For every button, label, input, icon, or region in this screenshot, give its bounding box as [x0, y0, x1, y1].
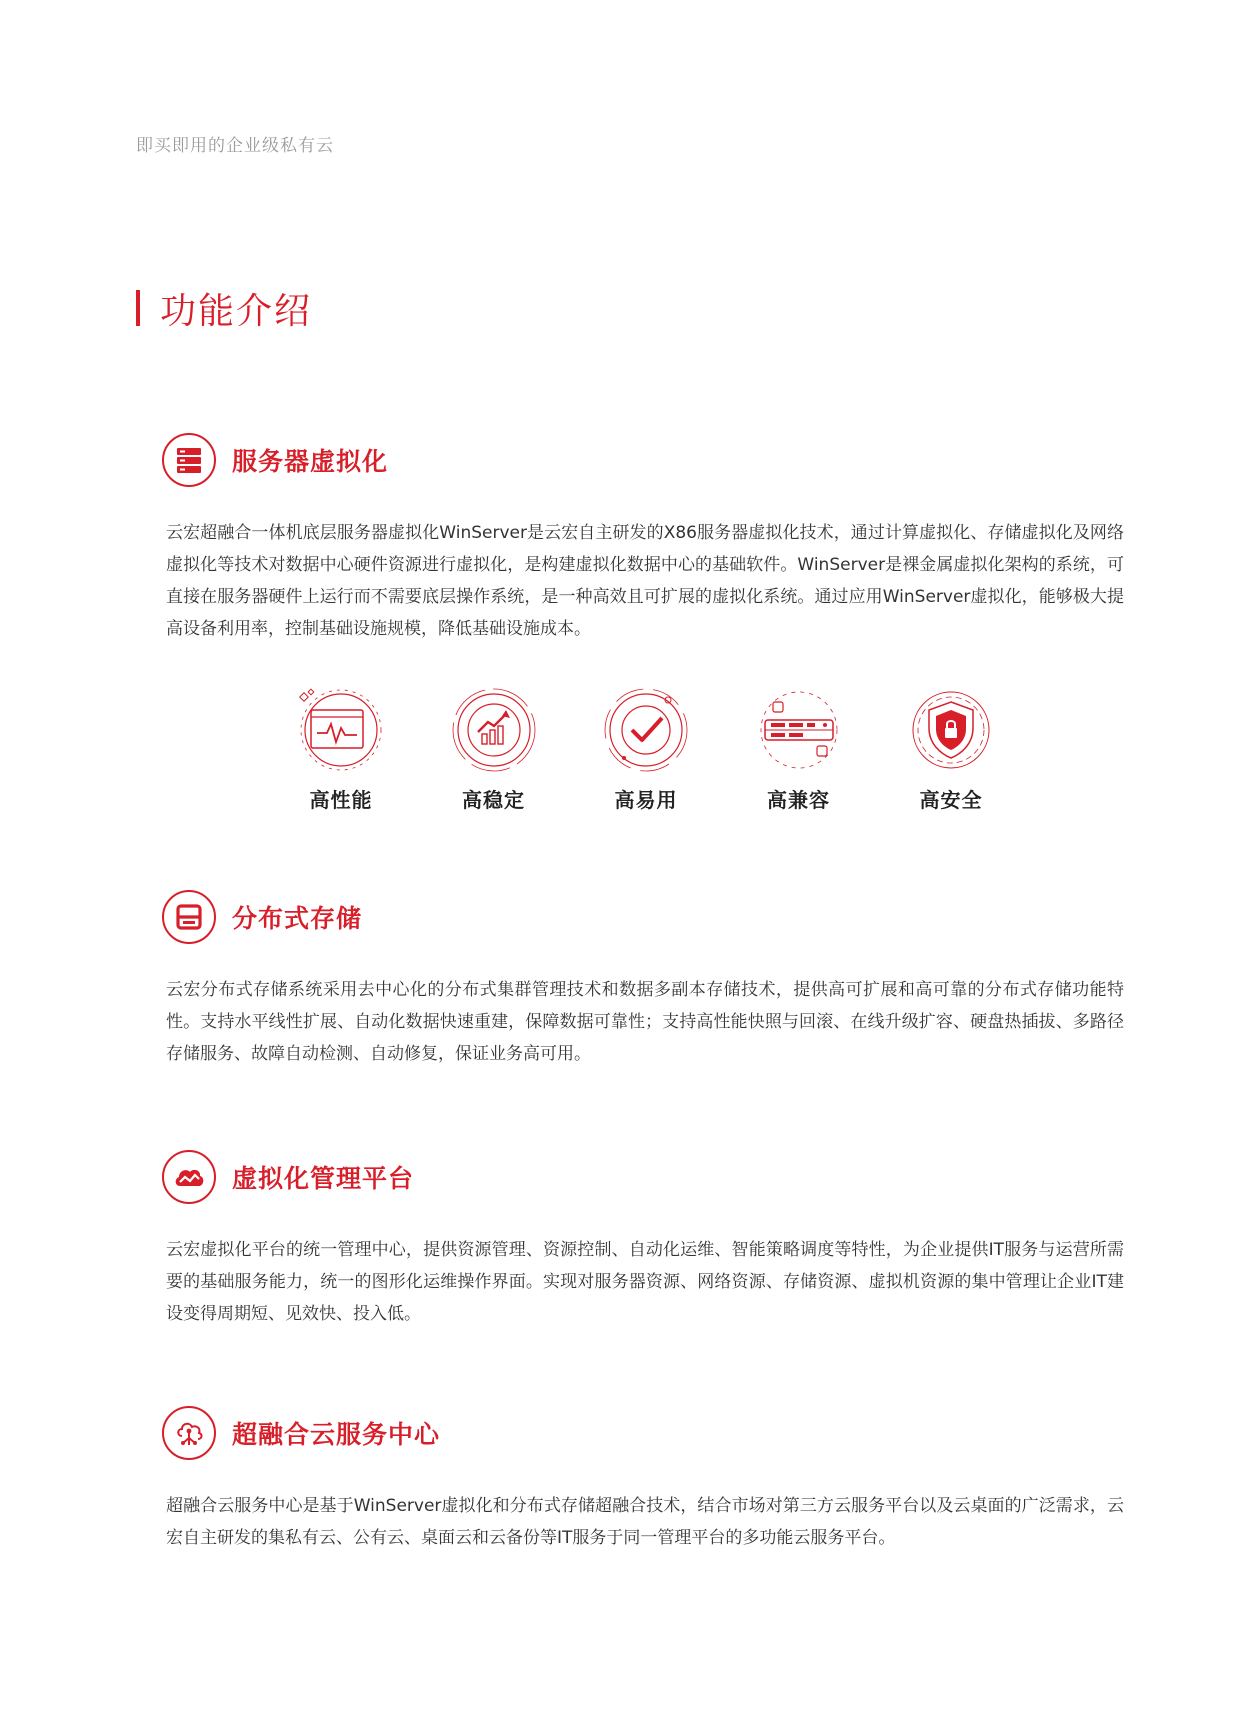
property-performance	[266, 688, 416, 812]
performance-icon	[293, 688, 389, 772]
feature-hyperconverged-cloud	[160, 1404, 1124, 1554]
property-usability	[571, 688, 721, 812]
feature-virtualization-management	[160, 1148, 1124, 1330]
feature-description: 云宏超融合一体机底层服务器虚拟化WinServer是云宏自主研发的X86服务器虚拟化技术，通过计算虚拟化、存储虚拟化及网络虚拟化等技术对数据中心硬件资源进行虚拟化，是构建虚拟化数据中心的基础软件。WinServer是裸金属虚拟化架构的系统，可直接在服务器硬件上运行而不需要底层操作系统，是一种高效且可扩展的虚拟化系统。通过应用WinServer虚拟化，能够极大提高设备利用率，控制基础设施规模，降低基础设施成本。	[166, 523, 1124, 639]
security-icon	[903, 688, 999, 772]
header-tagline: 即买即用的企业级私有云	[136, 136, 334, 156]
stability-icon	[446, 688, 542, 772]
cloud-management-icon	[162, 1150, 216, 1204]
property-label: 高稳定	[462, 788, 525, 812]
property-label: 高兼容	[767, 788, 830, 812]
feature-distributed-storage	[160, 888, 1124, 1070]
section-title: 功能介绍	[160, 290, 313, 332]
feature-description: 云宏分布式存储系统采用去中心化的分布式集群管理技术和数据多副本存储技术，提供高可扩展和高可靠的分布式存储功能特性。支持水平线性扩展、自动化数据快速重建，保障数据可靠性；支持高性能快照与回滚、在线升级扩容、硬盘热插拔、多路径存储服务、故障自动检测、自动修复，保证业务高可用。	[166, 980, 1124, 1064]
feature-description: 超融合云服务中心是基于WinServer虚拟化和分布式存储超融合技术，结合市场对第三方云服务平台以及云桌面的广泛需求，云宏自主研发的集私有云、公有云、桌面云和云备份等IT服务于同一管理平台的多功能云服务平台。	[166, 1496, 1124, 1548]
feature-title: 虚拟化管理平台	[232, 1164, 415, 1193]
property-stability	[419, 688, 569, 812]
property-label: 高易用	[614, 788, 678, 812]
property-compatibility	[724, 688, 874, 812]
feature-title: 分布式存储	[232, 904, 363, 933]
usability-icon	[598, 688, 694, 772]
heading-accent-bar	[136, 290, 140, 326]
hyperconverged-cloud-icon	[162, 1406, 216, 1460]
feature-title: 超融合云服务中心	[232, 1420, 441, 1449]
storage-icon	[162, 890, 216, 944]
property-security	[876, 688, 1026, 812]
property-icons-row	[266, 688, 1026, 812]
feature-title: 服务器虚拟化	[232, 447, 389, 476]
server-icon	[162, 433, 216, 487]
section-heading	[136, 288, 313, 332]
feature-server-virtualization	[160, 431, 1124, 645]
compatibility-icon	[751, 688, 847, 772]
property-label: 高安全	[919, 788, 983, 812]
feature-description: 云宏虚拟化平台的统一管理中心，提供资源管理、资源控制、自动化运维、智能策略调度等特性，为企业提供IT服务与运营所需要的基础服务能力，统一的图形化运维操作界面。实现对服务器资源、网络资源、存储资源、虚拟机资源的集中管理让企业IT建设变得周期短、见效快、投入低。	[166, 1240, 1124, 1324]
property-label: 高性能	[309, 788, 373, 812]
